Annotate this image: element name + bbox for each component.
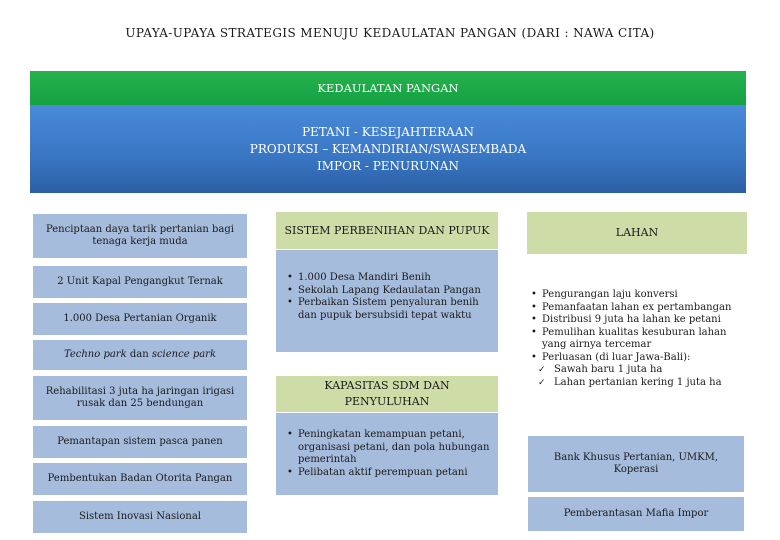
box-irigasi-text: Rehabilitasi 3 juta ha jaringan irigasi rusak dan 25 bendungan — [45, 385, 235, 409]
list-item: ✓ Sawah baru 1 juta ha — [554, 364, 748, 377]
box-mafia-impor — [528, 497, 744, 531]
list-item: • Distribusi 9 juta ha lahan ke petani — [542, 314, 748, 327]
heading-lahan-text: LAHAN — [615, 226, 659, 239]
goal-petani: PETANI - KESEJAHTERAAN — [301, 124, 475, 139]
heading-perbenihan — [276, 212, 498, 249]
goal-impor: IMPOR - PENURUNAN — [317, 158, 459, 173]
box-pasca-panen — [33, 426, 247, 458]
list-item: • Pemulihan kualitas kesuburan lahan yang airnya tercemar — [542, 327, 748, 352]
list-item: ✓ Lahan pertanian kering 1 juta ha — [554, 377, 748, 390]
heading-sdm-text: KAPASITAS SDM DAN PENYULUHAN — [324, 379, 450, 408]
box-mafia-impor-text: Pemberantasan Mafia Impor — [563, 507, 709, 519]
page-title: UPAYA-UPAYA STRATEGIS MENUJU KEDAULATAN PANGAN (DARI : NAWA CITA) — [125, 26, 655, 40]
box-inovasi-nasional-text: Sistem Inovasi Nasional — [79, 510, 201, 522]
techno-park-label: Techno park — [63, 348, 127, 360]
list-lahan — [528, 289, 748, 389]
box-kapal-ternak — [33, 266, 247, 298]
box-inovasi-nasional — [33, 501, 247, 533]
list-item: • Pemanfaatan lahan ex pertambangan — [542, 302, 748, 315]
box-otorita-pangan-text: Pembentukan Badan Otorita Pangan — [47, 472, 233, 484]
list-item: • Sekolah Lapang Kedaulatan Pangan — [298, 285, 490, 298]
list-sdm — [276, 413, 498, 495]
list-item: • Perbaikan Sistem penyaluran benih dan pupuk bersubsidi tepat waktu — [298, 297, 490, 322]
box-otorita-pangan — [33, 463, 247, 495]
box-bank-khusus-text: Bank Khusus Pertanian, UMKM, Koperasi — [553, 451, 719, 475]
box-techno-park-text — [64, 349, 216, 362]
box-pasca-panen-text: Pemantapan sistem pasca panen — [57, 435, 223, 447]
list-item: • Pengurangan laju konversi — [542, 289, 748, 302]
heading-sdm — [276, 376, 498, 412]
list-item: • Pelibatan aktif perempuan petani — [298, 467, 490, 480]
heading-perbenihan-text: SISTEM PERBENIHAN DAN PUPUK — [284, 223, 490, 237]
box-desa-organik-text: 1.000 Desa Pertanian Organik — [63, 312, 217, 324]
list-item: • Perluasan (di luar Jawa-Bali): — [542, 352, 748, 365]
box-kapal-ternak-text: 2 Unit Kapal Pengangkut Ternak — [57, 275, 223, 287]
box-daya-tarik — [33, 214, 247, 258]
kedaulatan-pangan-banner — [30, 71, 746, 105]
box-desa-organik — [33, 303, 247, 335]
box-irigasi — [33, 376, 247, 420]
techno-park-joiner: dan — [126, 348, 152, 360]
box-bank-khusus — [528, 436, 744, 492]
box-daya-tarik-text: Penciptaan daya tarik pertanian bagi tenaga kerja muda — [45, 223, 234, 247]
goals-banner — [30, 105, 746, 193]
list-item: • 1.000 Desa Mandiri Benih — [298, 272, 490, 285]
heading-lahan — [527, 212, 747, 254]
list-item: • Peningkatan kemampuan petani, organisasi petani, dan pola hubungan pemerintah — [298, 429, 490, 467]
banner-label: KEDAULATAN PANGAN — [317, 81, 459, 95]
box-techno-park — [33, 340, 247, 370]
science-park-label: science park — [151, 348, 217, 360]
list-perbenihan — [276, 250, 498, 352]
goal-produksi: PRODUKSI – KEMANDIRIAN/SWASEMBADA — [249, 141, 527, 156]
